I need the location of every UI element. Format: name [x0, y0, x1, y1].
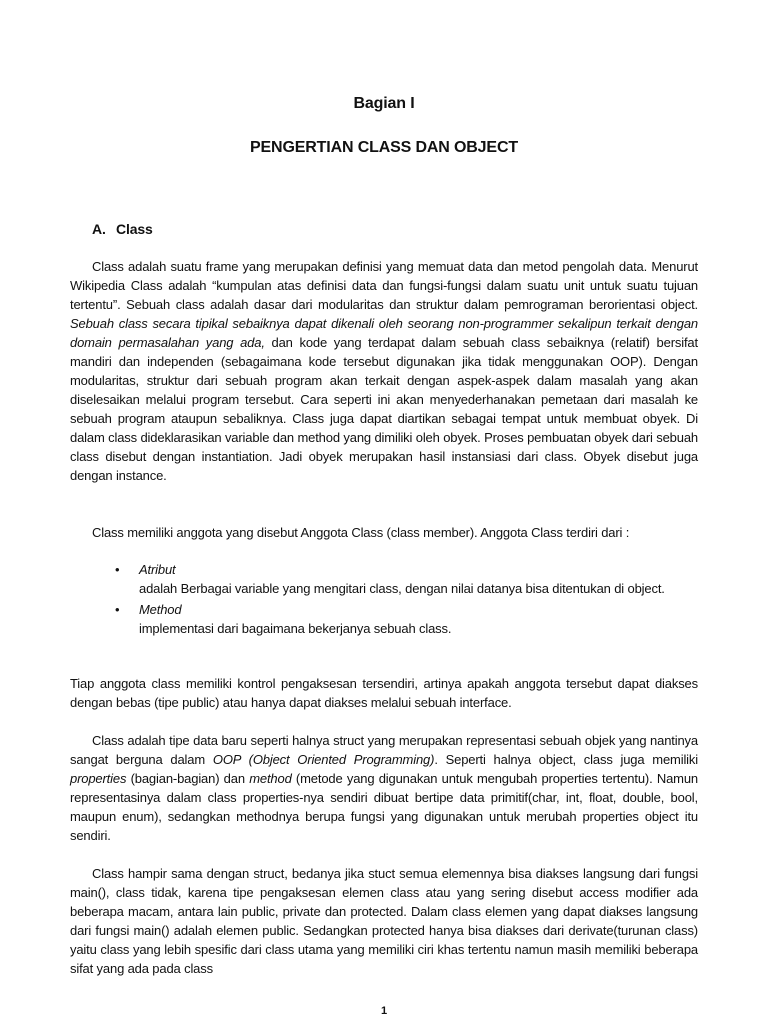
- member-list: [115, 560, 698, 638]
- p5-text-4: (metode yang digunakan untuk mengubah properties tertentu). Namun representasinya dalam class properties-nya sendiri dibuat bertipe data primitif(char, int, float, double, bool, maupun enum), sedangkan methodnya berupa fungsi yang digunakan untuk merubah properties object itu sendiri.: [70, 771, 698, 843]
- bullet-icon: •: [115, 602, 120, 617]
- p5-text-3: (bagian-bagian) dan: [126, 771, 250, 786]
- p1-text-1: Class adalah suatu frame yang merupakan definisi yang memuat data dan metod pengolah data. Menurut Wikipedia Class adalah “kumpulan atas definisi data dan fungsi-fungsi dalam suatu unit untuk suatu tujuan tertentu”. Sebuah class adalah dasar dari modularitas dan struktur dalam pemrograman berorientasi object.: [70, 259, 698, 312]
- p1-text-2: dan kode yang terdapat dalam sebuah class sebaiknya (relatif) bersifat mandiri dan independen (sebagaimana kode tersebut digunakan jika tidak menggunakan OOP). Dengan modularitas, struktur dari sebuah program akan terkait dengan aspek-aspek dalam masalah yang akan diselesaikan melalui program tersebut. Cara seperti ini akan menyederhanakan pemetaan dari masalah ke sebuah program ataupun sebaliknya. Class juga dapat diartikan sebagai tempat untuk membuat obyek. Di dalam class dideklarasikan variable dan method yang dimiliki oleh obyek. Proses pembuatan obyek dari sebuah class disebut dengan instantiation. Jadi obyek merupakan hasil instansiasi dari class. Obyek disebut juga dengan instance.: [70, 335, 698, 483]
- member-description: adalah Berbagai variable yang mengitari class, dengan nilai datanya bisa ditentukan di object.: [139, 581, 665, 596]
- bullet-icon: •: [115, 562, 120, 577]
- paragraph-class-definition: [70, 257, 698, 485]
- section-heading: [92, 220, 153, 239]
- p5-italic-3: method: [249, 771, 292, 786]
- member-name: Method: [139, 602, 182, 617]
- member-name: Atribut: [139, 562, 176, 577]
- p5-italic-1: OOP (Object Oriented Programming): [212, 752, 435, 767]
- list-item: [115, 560, 698, 598]
- member-description: implementasi dari bagaimana bekerjanya sebuah class.: [139, 621, 452, 636]
- p1-italic-1: Sebuah class secara tipikal sebaiknya dapat dikenali oleh seorang non-programmer sekalipun terkait dengan domain permasalahan yang ada,: [70, 316, 698, 350]
- p5-text-1: Class adalah tipe data baru seperti halnya struct yang merupakan representasi sebuah objek yang nantinya sangat berguna dalam: [70, 733, 698, 767]
- paragraph-data-type: [70, 731, 698, 845]
- p5-italic-2: properties: [70, 771, 127, 786]
- paragraph-access-control: Tiap anggota class memiliki kontrol pengaksesan tersendiri, artinya apakah anggota tersebut dapat diakses dengan bebas (tipe public) atau hanya dapat diakses melalui sebuah interface.: [70, 676, 698, 710]
- part-title: Bagian I: [353, 95, 415, 112]
- section-title: Class: [116, 221, 153, 237]
- chapter-title: PENGERTIAN CLASS DAN OBJECT: [250, 139, 518, 156]
- page-number: 1: [380, 1005, 388, 1017]
- paragraph-class-members: Class memiliki anggota yang disebut Anggota Class (class member). Anggota Class terdiri dari :: [92, 525, 630, 540]
- list-item: [115, 600, 698, 638]
- p5-text-2: . Seperti halnya object, class juga memiliki: [434, 752, 699, 767]
- section-number: A.: [92, 221, 106, 237]
- paragraph-struct-comparison: Class hampir sama dengan struct, bedanya jika stuct semua elemennya bisa diakses langsung dari fungsi main(), class tidak, karena tipe pengaksesan elemen class atau yang sering disebut access modifier ada beberapa macam, antara lain public, private dan protected. Dalam class elemen yang dapat diakses langsung dari fungsi main() adalah elemen public. Sedangkan protected hanya bisa diakses dari derivate(turunan class) yaitu class yang lebih spesific dari class utama yang memiliki ciri khas tertentu namun masih memiliki beberapa sifat yang ada pada class: [70, 866, 698, 976]
